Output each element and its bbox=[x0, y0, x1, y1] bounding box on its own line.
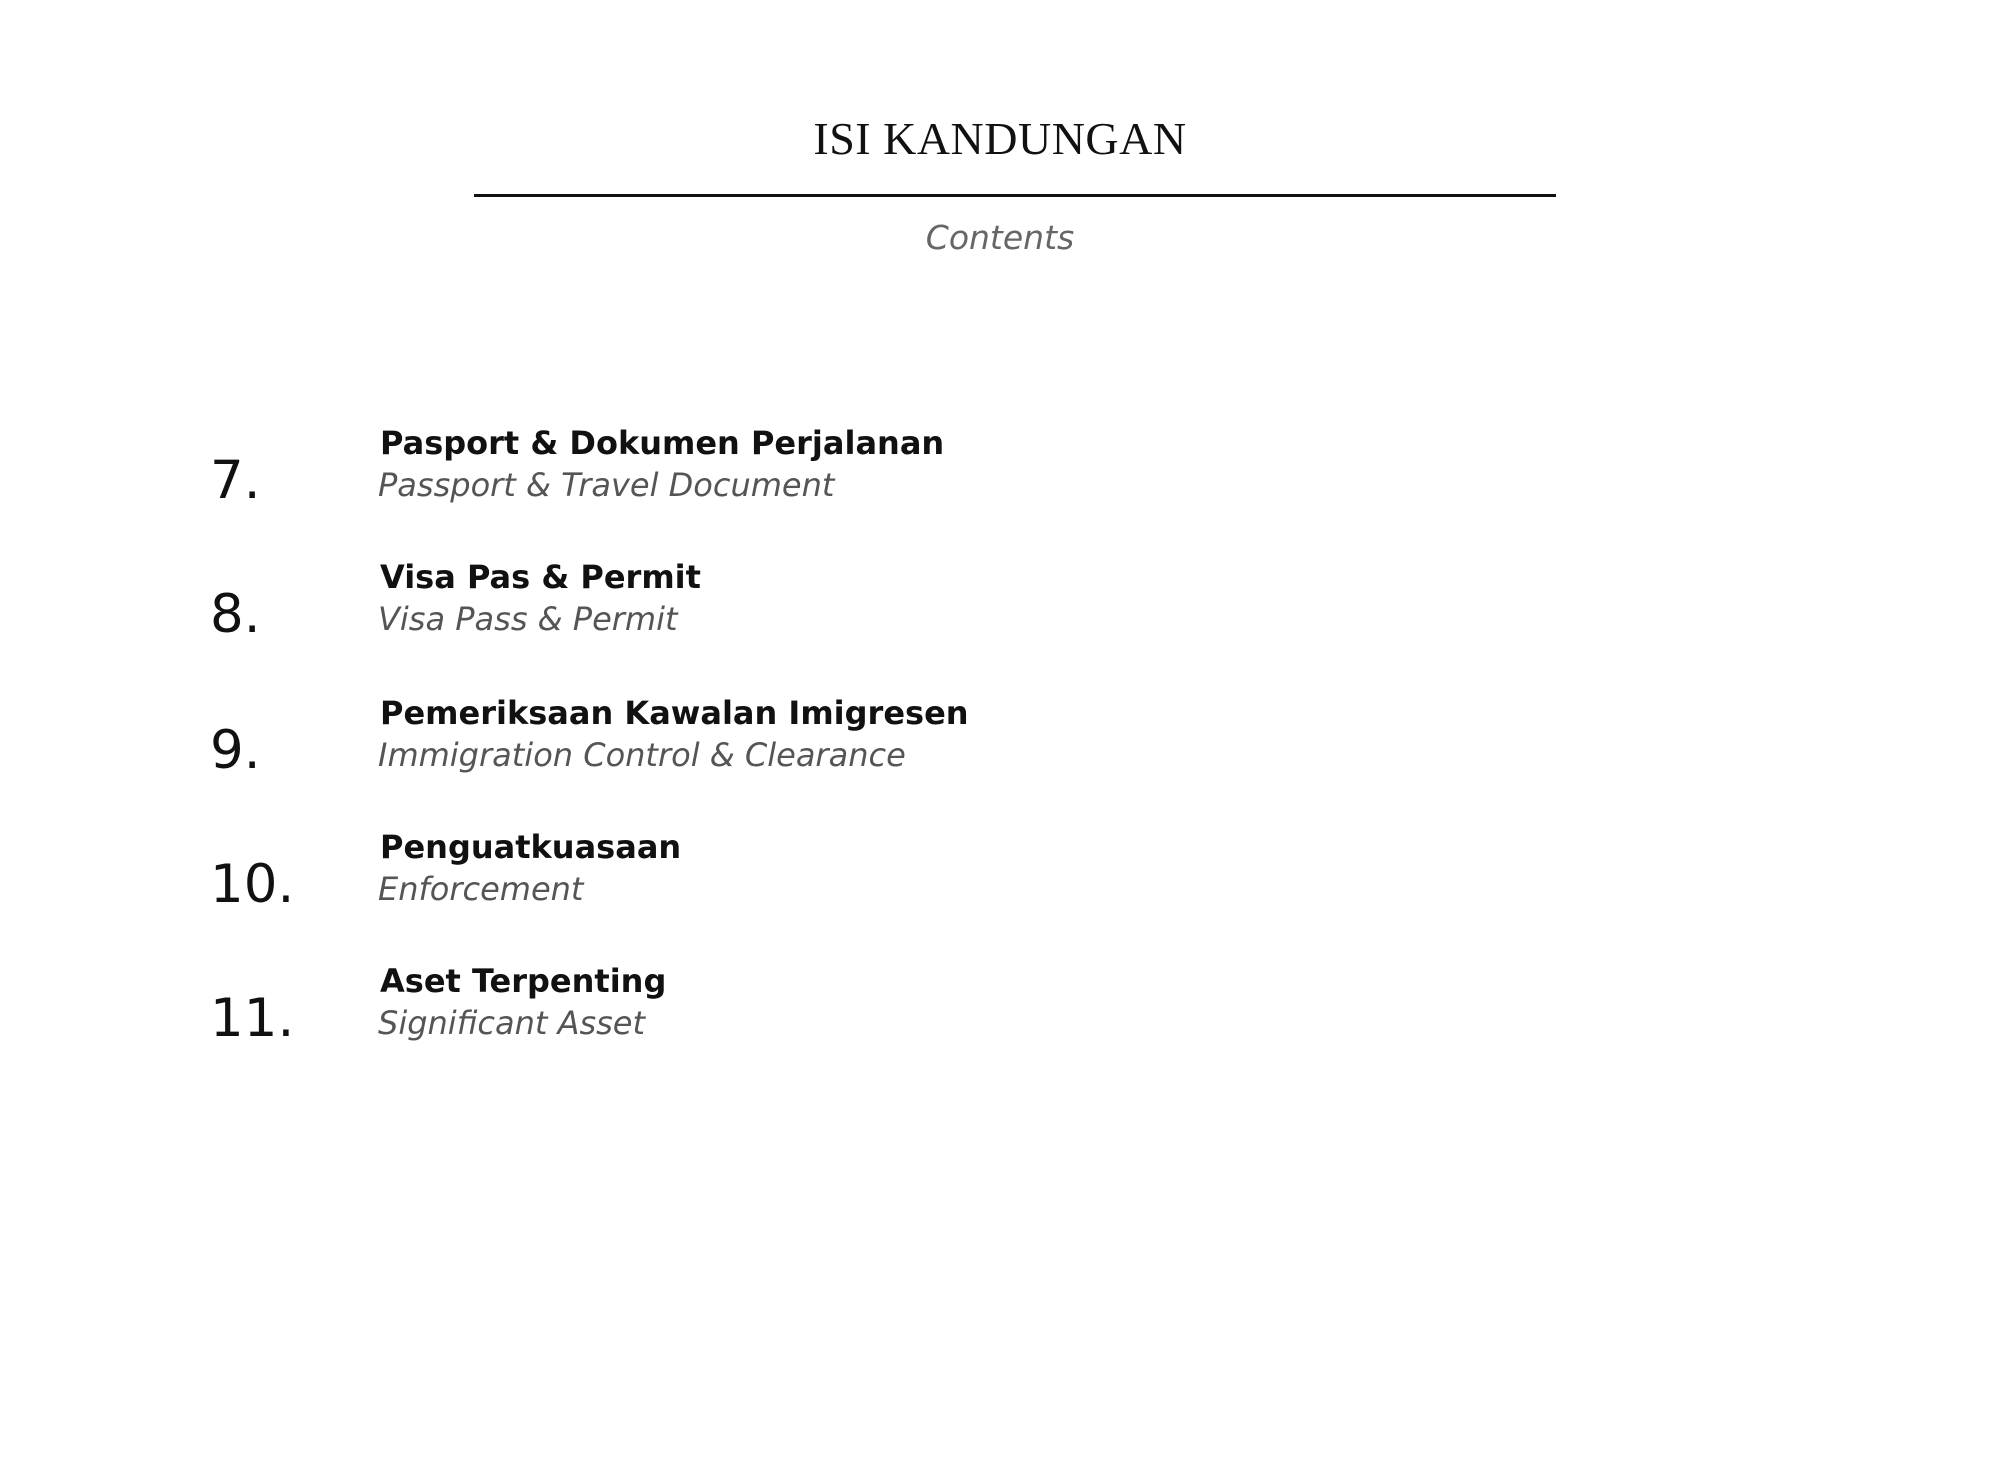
toc-entry-number: 11. bbox=[210, 988, 295, 1049]
toc-entry-title: Penguatkuasaan bbox=[380, 828, 682, 866]
toc-entry-number: 7. bbox=[210, 450, 261, 511]
toc-entry-visa[interactable] bbox=[0, 558, 1400, 704]
toc-entry-number: 9. bbox=[210, 720, 261, 781]
toc-entry-translation: Passport & Travel Document bbox=[378, 466, 835, 504]
toc-entry-number: 8. bbox=[210, 584, 261, 645]
toc-entry-title: Pasport & Dokumen Perjalanan bbox=[380, 424, 945, 462]
toc-entry-significant-asset[interactable] bbox=[0, 962, 1400, 1108]
page-title: ISI KANDUNGAN bbox=[813, 113, 1187, 164]
toc-entry-translation: Visa Pass & Permit bbox=[378, 600, 678, 638]
toc-entry-title: Pemeriksaan Kawalan Imigresen bbox=[380, 694, 969, 732]
toc-entry-passport[interactable] bbox=[0, 424, 1400, 570]
page-subtitle: Contents bbox=[925, 218, 1075, 257]
toc-entry-number: 10. bbox=[210, 854, 295, 915]
toc-entry-title: Aset Terpenting bbox=[380, 962, 667, 1000]
toc-entry-enforcement[interactable] bbox=[0, 828, 1400, 974]
toc-entry-immigration-control[interactable] bbox=[0, 694, 1400, 840]
toc-entry-translation: Significant Asset bbox=[378, 1004, 646, 1042]
toc-entry-title: Visa Pas & Permit bbox=[380, 558, 701, 596]
toc-entry-translation: Enforcement bbox=[378, 870, 584, 908]
toc-entry-translation: Immigration Control & Clearance bbox=[378, 736, 906, 774]
